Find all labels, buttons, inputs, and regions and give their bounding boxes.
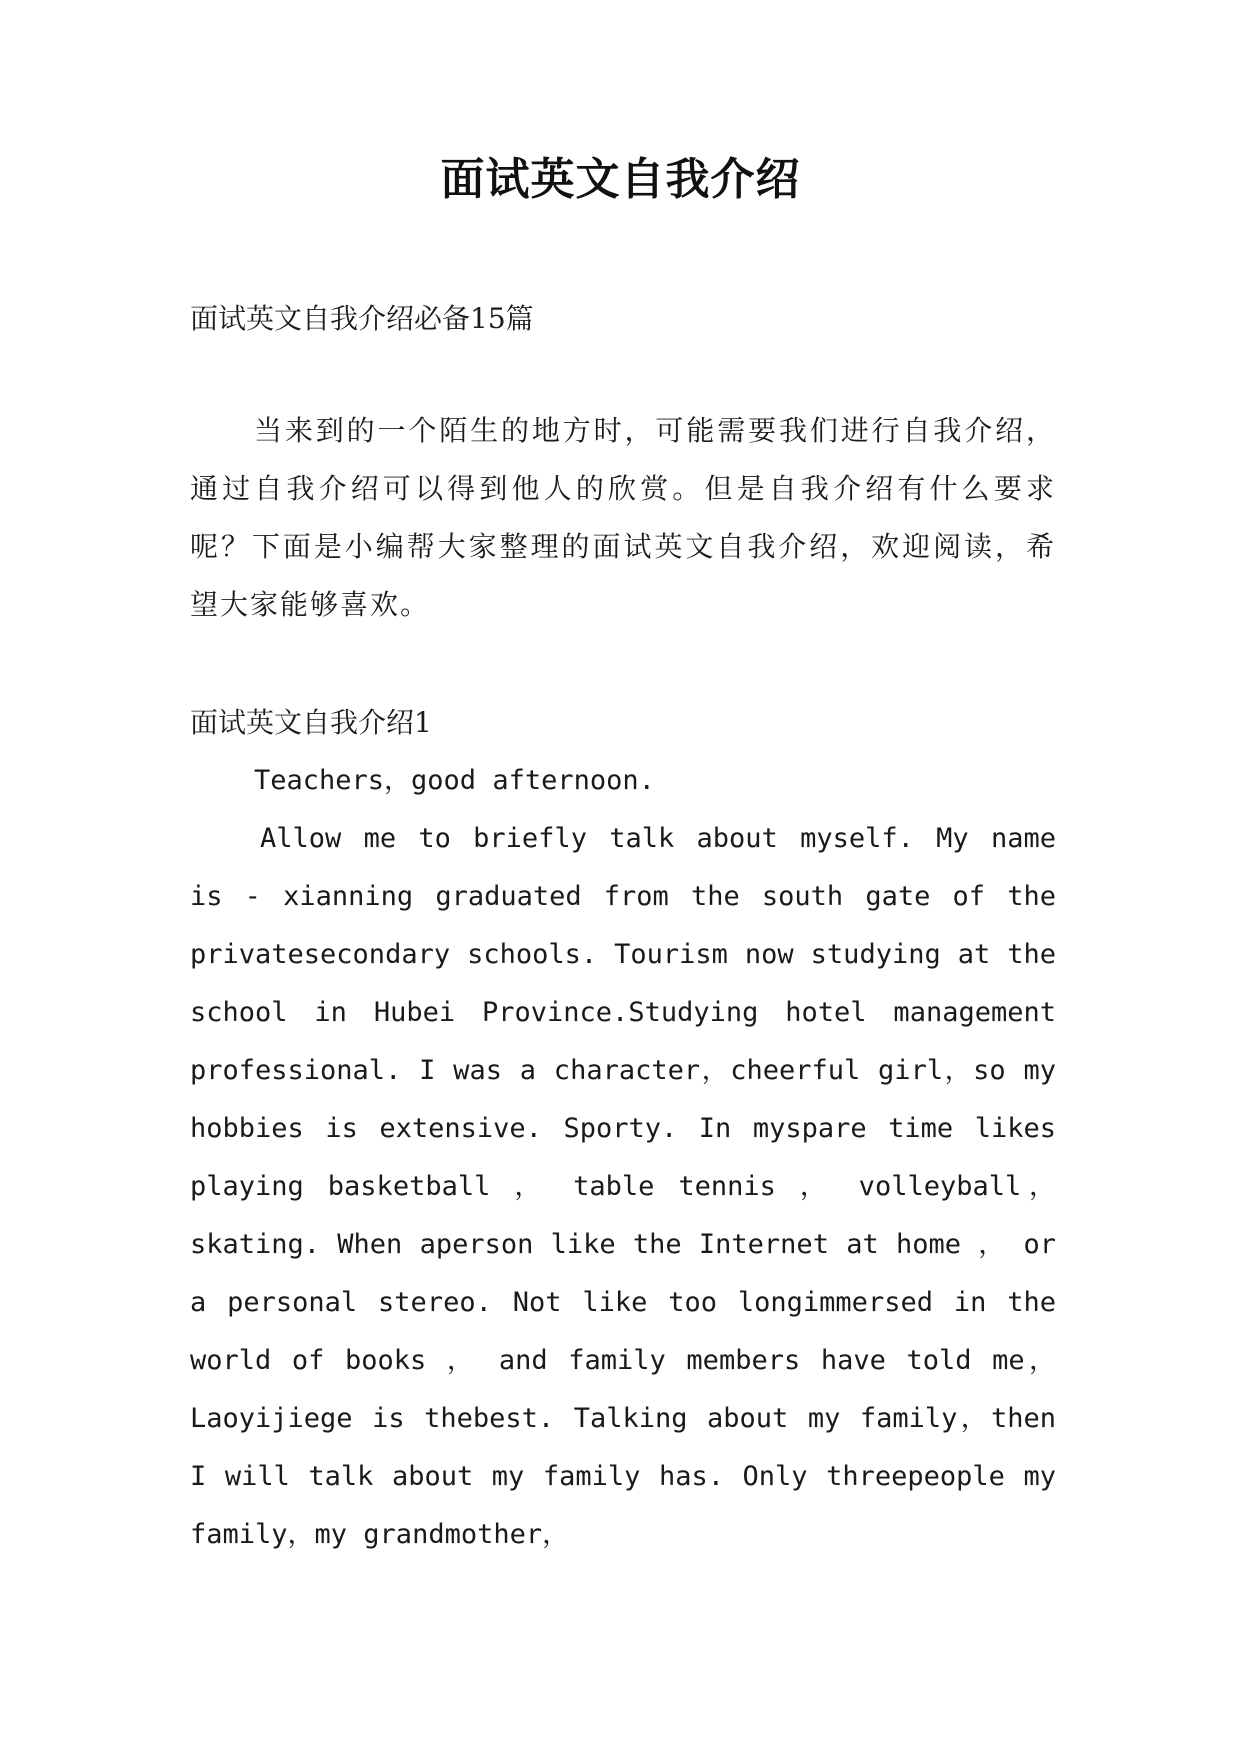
body-paragraph: Allow me to briefly talk about myself. My name is - xianning graduated from the south gate of the privatesecondary schools. Tourism now studying at the school in Hubei Province.Studying hotel management professional. I was a character，cheerful girl，so my hobbies is extensive. Sporty. In myspare time likes playing basketball ， table tennis ， volleyball，skating. When aperson like the Internet at home ， or a personal stereo. Not like too longimmersed in the world of books ， and family members have told me，Laoyijiege is thebest. Talking about my family，then I will talk about my family has. Only threepeople my family，my grandmother， xyxy=(190,823,1056,1550)
document-title: 面试英文自我介绍 xyxy=(440,154,801,205)
intro-paragraph: 当来到的一个陌生的地方时，可能需要我们进行自我介绍，通过自我介绍可以得到他人的欣赏。但是自我介绍有什么要求呢？下面是小编帮大家整理的面试英文自我介绍，欢迎阅读，希望大家能够喜欢。 xyxy=(190,414,1056,621)
greeting-line: Teachers，good afternoon. xyxy=(254,765,655,796)
document-subtitle: 面试英文自我介绍必备15篇 xyxy=(190,302,534,335)
section-heading: 面试英文自我介绍1 xyxy=(190,706,432,739)
